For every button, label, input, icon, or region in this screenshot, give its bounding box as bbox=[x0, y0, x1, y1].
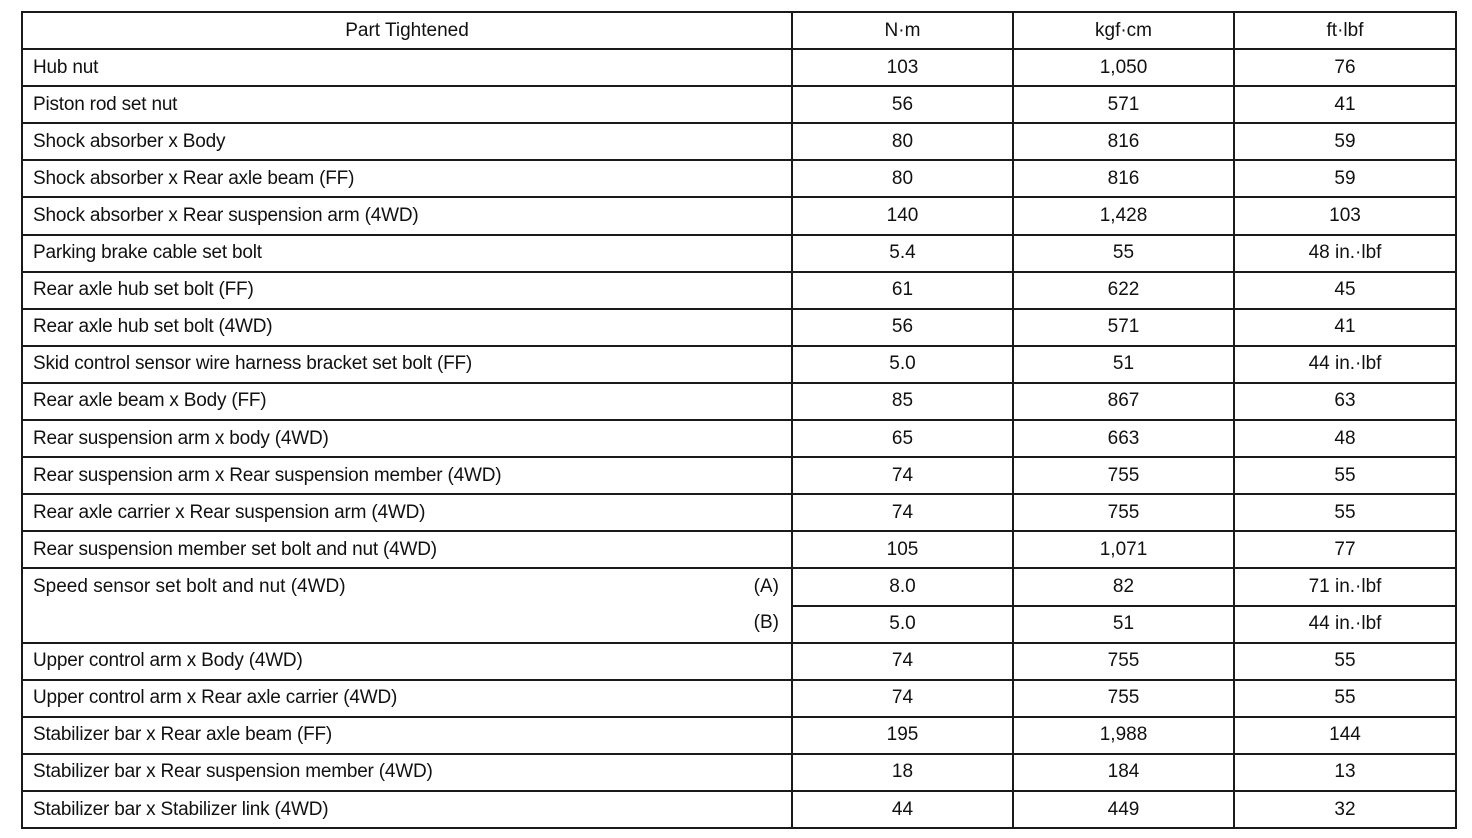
nm-cell: 56 bbox=[792, 86, 1013, 123]
kgf-cell: 622 bbox=[1013, 272, 1234, 309]
nm-cell: 74 bbox=[792, 680, 1013, 717]
nm-cell: 5.0 bbox=[792, 346, 1013, 383]
part-cell: Upper control arm x Rear axle carrier (4WD) bbox=[22, 680, 792, 717]
ft-cell: 76 bbox=[1234, 49, 1456, 86]
table-row bbox=[22, 86, 1456, 123]
ft-cell: 44 in.·lbf bbox=[1234, 346, 1456, 383]
kgf-cell: 571 bbox=[1013, 86, 1234, 123]
ft-cell: 63 bbox=[1234, 383, 1456, 420]
part-cell: Shock absorber x Rear suspension arm (4WD) bbox=[22, 197, 792, 234]
speed-sensor-part-cell bbox=[22, 568, 792, 642]
table-row bbox=[22, 457, 1456, 494]
ft-cell: 59 bbox=[1234, 160, 1456, 197]
part-cell: Rear axle hub set bolt (FF) bbox=[22, 272, 792, 309]
nm-cell: 56 bbox=[792, 309, 1013, 346]
part-cell: Rear suspension arm x body (4WD) bbox=[22, 420, 792, 457]
table-row bbox=[22, 160, 1456, 197]
part-cell: Rear axle beam x Body (FF) bbox=[22, 383, 792, 420]
table-row bbox=[22, 49, 1456, 86]
ft-cell: 48 bbox=[1234, 420, 1456, 457]
ft-cell: 45 bbox=[1234, 272, 1456, 309]
ft-cell: 103 bbox=[1234, 197, 1456, 234]
kgf-cell: 663 bbox=[1013, 420, 1234, 457]
ft-cell: 41 bbox=[1234, 86, 1456, 123]
kgf-cell: 449 bbox=[1013, 791, 1234, 828]
kgf-cell: 1,050 bbox=[1013, 49, 1234, 86]
ft-cell: 44 in.·lbf bbox=[1234, 606, 1456, 643]
sub-label-a: (A) bbox=[753, 576, 779, 598]
table-row bbox=[22, 754, 1456, 791]
nm-cell: 44 bbox=[792, 791, 1013, 828]
nm-cell: 74 bbox=[792, 643, 1013, 680]
kgf-cell: 755 bbox=[1013, 494, 1234, 531]
table-row bbox=[22, 717, 1456, 754]
nm-cell: 85 bbox=[792, 383, 1013, 420]
ft-cell: 55 bbox=[1234, 494, 1456, 531]
nm-cell: 103 bbox=[792, 49, 1013, 86]
ft-cell: 59 bbox=[1234, 123, 1456, 160]
table-row bbox=[22, 494, 1456, 531]
kgf-cell: 867 bbox=[1013, 383, 1234, 420]
nm-cell: 74 bbox=[792, 494, 1013, 531]
kgf-cell: 82 bbox=[1013, 568, 1234, 605]
part-cell: Shock absorber x Rear axle beam (FF) bbox=[22, 160, 792, 197]
header-row bbox=[22, 12, 1456, 49]
part-cell: Rear axle carrier x Rear suspension arm (4WD) bbox=[22, 494, 792, 531]
nm-cell: 61 bbox=[792, 272, 1013, 309]
kgf-cell: 755 bbox=[1013, 457, 1234, 494]
kgf-cell: 755 bbox=[1013, 643, 1234, 680]
kgf-cell: 571 bbox=[1013, 309, 1234, 346]
nm-cell: 140 bbox=[792, 197, 1013, 234]
part-cell: Hub nut bbox=[22, 49, 792, 86]
sub-label-b: (B) bbox=[753, 612, 779, 634]
kgf-cell: 51 bbox=[1013, 346, 1234, 383]
part-cell: Rear suspension member set bolt and nut (4WD) bbox=[22, 531, 792, 568]
ft-cell: 41 bbox=[1234, 309, 1456, 346]
ft-cell: 55 bbox=[1234, 680, 1456, 717]
kgf-cell: 1,071 bbox=[1013, 531, 1234, 568]
kgf-cell: 184 bbox=[1013, 754, 1234, 791]
table-row bbox=[22, 346, 1456, 383]
nm-cell: 65 bbox=[792, 420, 1013, 457]
part-cell: Stabilizer bar x Stabilizer link (4WD) bbox=[22, 791, 792, 828]
kgf-cell: 1,428 bbox=[1013, 197, 1234, 234]
ft-cell: 77 bbox=[1234, 531, 1456, 568]
table-row bbox=[22, 531, 1456, 568]
table-row-speed-sensor-a bbox=[22, 568, 1456, 605]
part-cell: Speed sensor set bolt and nut (4WD) bbox=[33, 576, 346, 598]
kgf-cell: 816 bbox=[1013, 160, 1234, 197]
header-ft-lbf: ft·lbf bbox=[1234, 12, 1456, 49]
ft-cell: 55 bbox=[1234, 643, 1456, 680]
table-row bbox=[22, 680, 1456, 717]
nm-cell: 80 bbox=[792, 123, 1013, 160]
table-row bbox=[22, 123, 1456, 160]
ft-cell: 13 bbox=[1234, 754, 1456, 791]
table-row bbox=[22, 643, 1456, 680]
kgf-cell: 55 bbox=[1013, 235, 1234, 272]
header-kgf-cm: kgf·cm bbox=[1013, 12, 1234, 49]
ft-cell: 48 in.·lbf bbox=[1234, 235, 1456, 272]
table-row bbox=[22, 309, 1456, 346]
part-cell: Piston rod set nut bbox=[22, 86, 792, 123]
table-row bbox=[22, 383, 1456, 420]
table-row bbox=[22, 272, 1456, 309]
part-cell: Stabilizer bar x Rear suspension member (4WD) bbox=[22, 754, 792, 791]
part-cell: Skid control sensor wire harness bracket set bolt (FF) bbox=[22, 346, 792, 383]
nm-cell: 105 bbox=[792, 531, 1013, 568]
nm-cell: 195 bbox=[792, 717, 1013, 754]
nm-cell: 80 bbox=[792, 160, 1013, 197]
ft-cell: 144 bbox=[1234, 717, 1456, 754]
kgf-cell: 51 bbox=[1013, 606, 1234, 643]
nm-cell: 74 bbox=[792, 457, 1013, 494]
header-part-tightened: Part Tightened bbox=[22, 12, 792, 49]
nm-cell: 18 bbox=[792, 754, 1013, 791]
part-cell: Rear axle hub set bolt (4WD) bbox=[22, 309, 792, 346]
table-row bbox=[22, 420, 1456, 457]
part-cell: Rear suspension arm x Rear suspension member (4WD) bbox=[22, 457, 792, 494]
part-cell: Upper control arm x Body (4WD) bbox=[22, 643, 792, 680]
part-cell: Stabilizer bar x Rear axle beam (FF) bbox=[22, 717, 792, 754]
nm-cell: 8.0 bbox=[792, 568, 1013, 605]
table-row bbox=[22, 791, 1456, 828]
table-row bbox=[22, 197, 1456, 234]
nm-cell: 5.4 bbox=[792, 235, 1013, 272]
kgf-cell: 1,988 bbox=[1013, 717, 1234, 754]
kgf-cell: 816 bbox=[1013, 123, 1234, 160]
part-cell: Parking brake cable set bolt bbox=[22, 235, 792, 272]
ft-cell: 32 bbox=[1234, 791, 1456, 828]
part-cell: Shock absorber x Body bbox=[22, 123, 792, 160]
nm-cell: 5.0 bbox=[792, 606, 1013, 643]
torque-spec-table bbox=[21, 11, 1457, 829]
ft-cell: 71 in.·lbf bbox=[1234, 568, 1456, 605]
kgf-cell: 755 bbox=[1013, 680, 1234, 717]
table-row bbox=[22, 235, 1456, 272]
ft-cell: 55 bbox=[1234, 457, 1456, 494]
header-nm: N·m bbox=[792, 12, 1013, 49]
